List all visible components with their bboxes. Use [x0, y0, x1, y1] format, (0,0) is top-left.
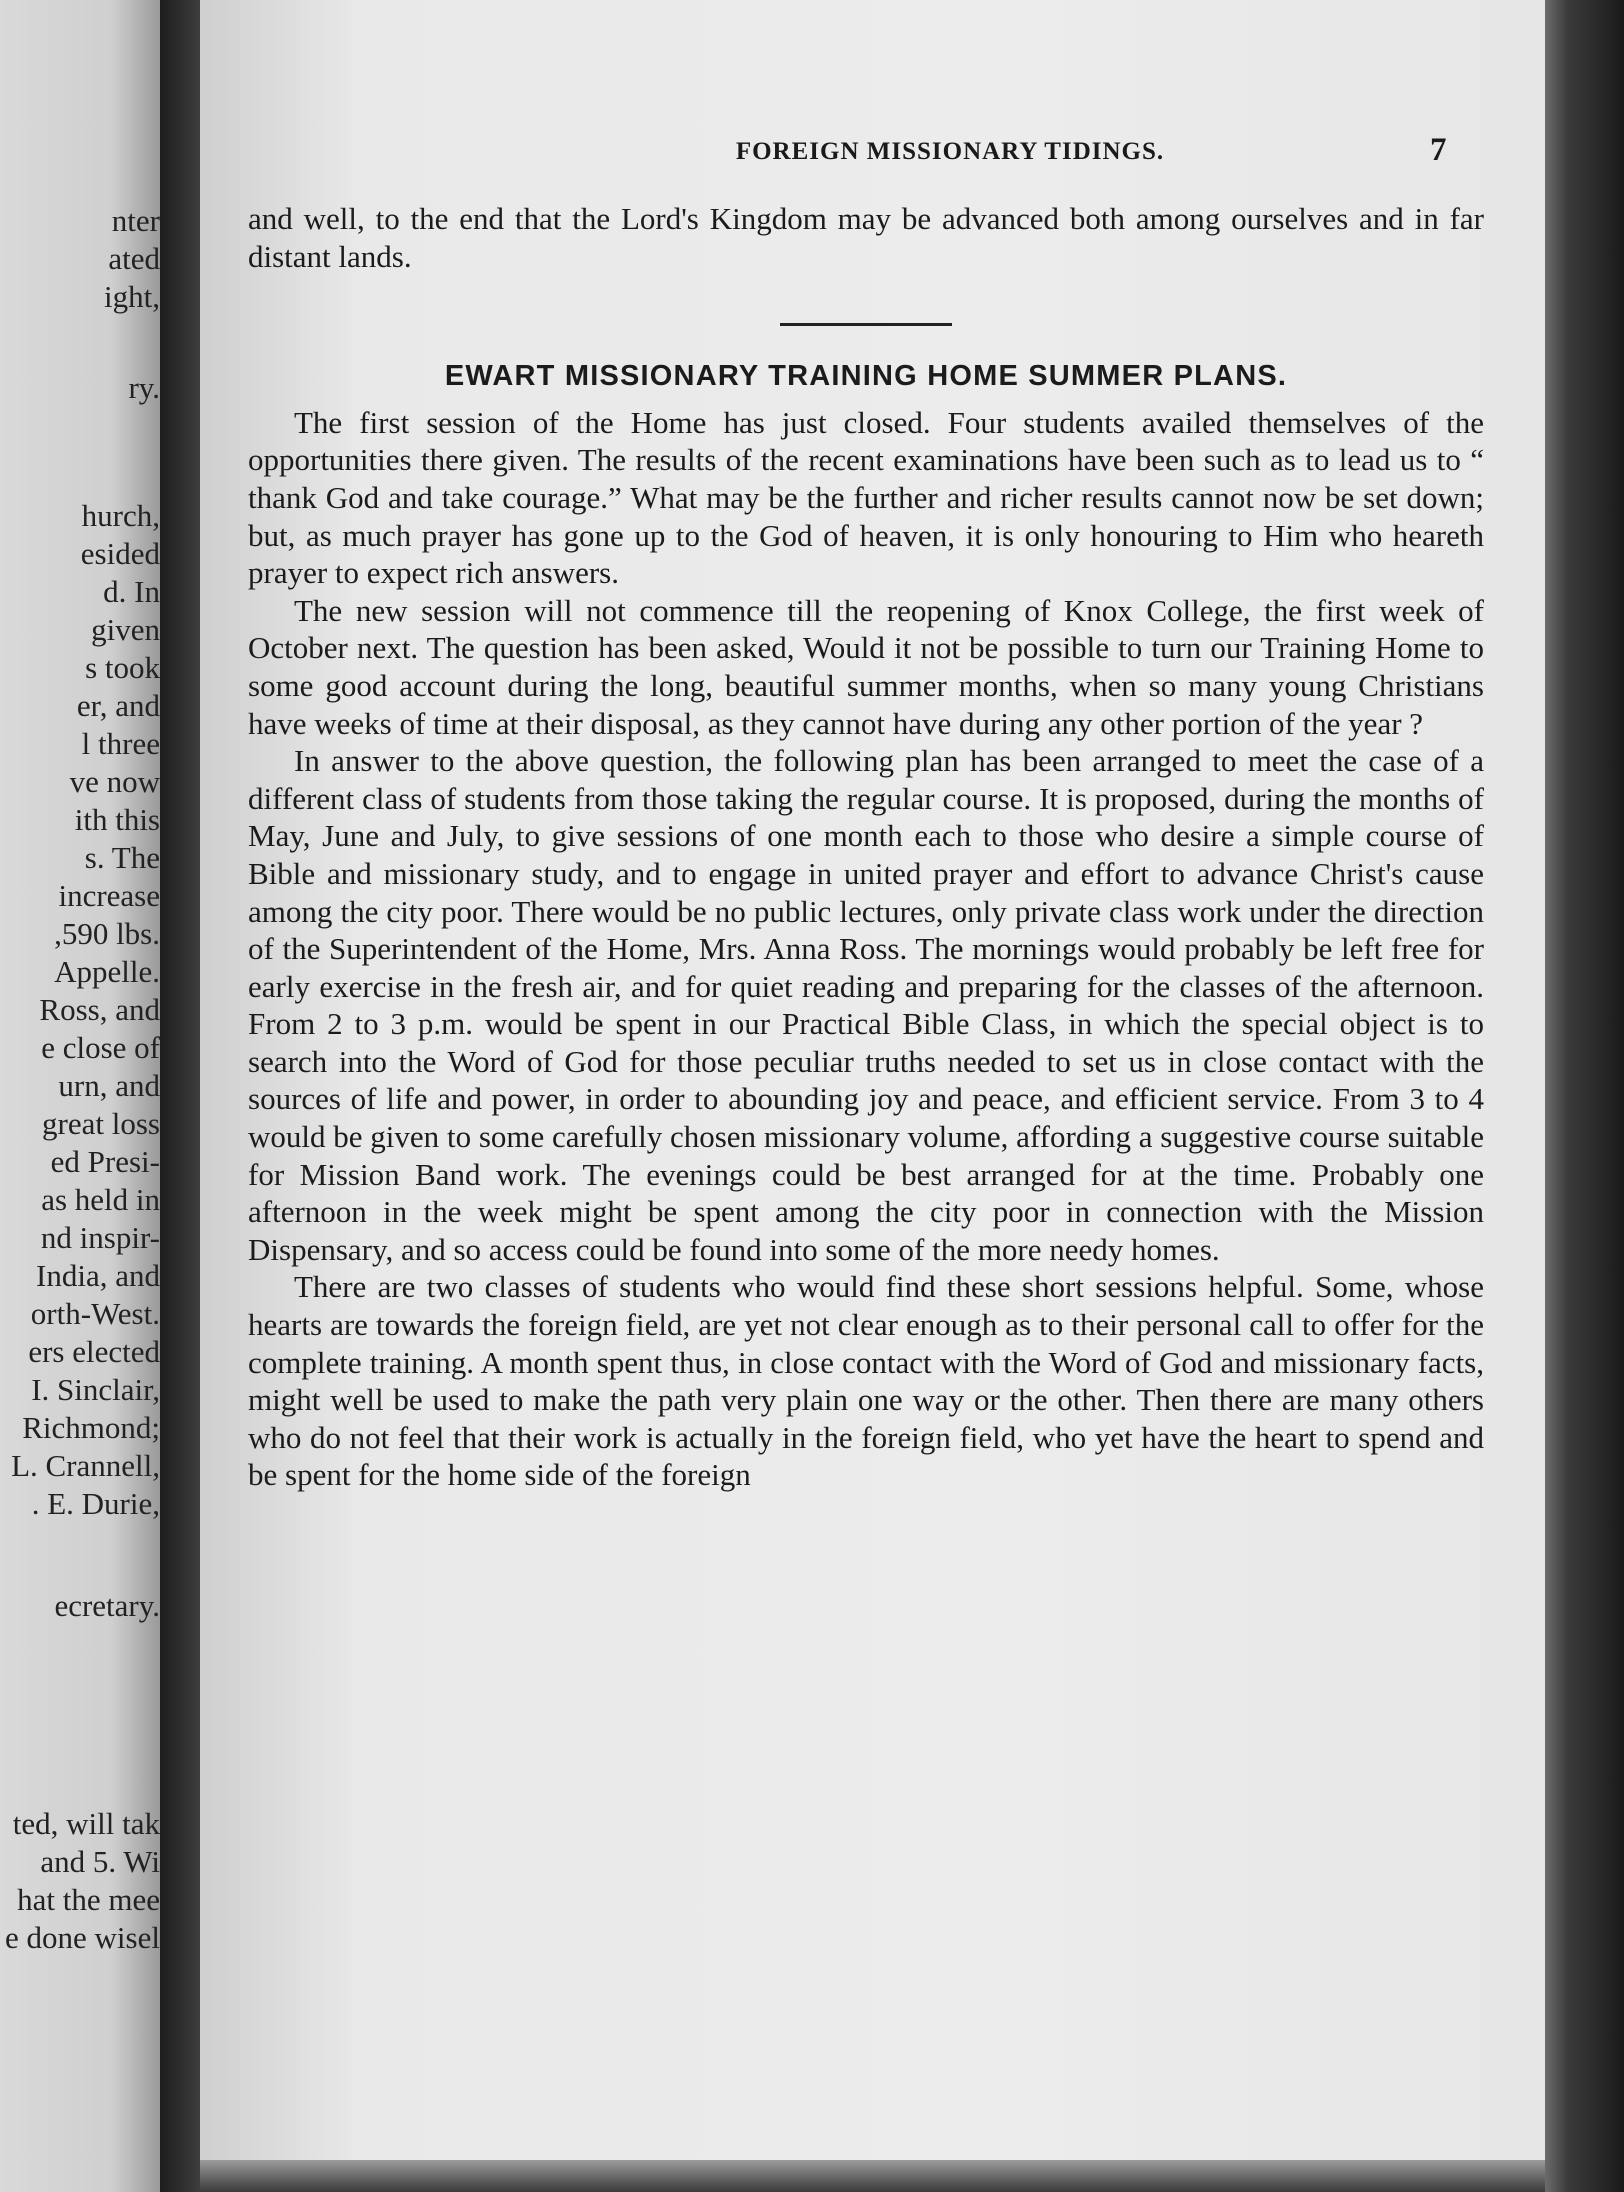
previous-page-edge: [0, 0, 160, 2192]
paragraph: In answer to the above question, the following plan has been arranged to meet the case of a different class of students from those taking the regular course. It is proposed, during the months of May, June and July, to give sessions of one month each to those who desire a simple course of Bible and missionary study, and to engage in united prayer and effort to advance Christ's cause among the city poor. There would be no public lectures, only private class work under the direction of the Superintendent of the Home, Mrs. Anna Ross. The mornings would probably be left free for early exercise in the fresh air, and for quiet reading and preparing for the classes of the afternoon. From 2 to 3 p.m. would be spent in our Practical Bible Class, in which the special object is to search into the Word of God for those peculiar truths needed to set us in close contact with the sources of life and power, in order to abounding joy and peace, and efficient service. From 3 to 4 would be given to some carefully chosen missionary volume, affording a suggestive course suitable for Mission Band work. The evenings could be best arranged for at the time. Probably one afternoon in the week might be spent among the city poor in connection with the Mission Dispensary, and so access could be found into some of the more needy homes.: [248, 743, 1484, 1267]
facing-page-line-fragment: as held in: [41, 1182, 160, 1217]
facing-page-line-fragment: ers elected: [28, 1334, 160, 1369]
facing-page-line-fragment: great loss: [42, 1106, 160, 1141]
facing-page-line-fragment: orth-West.: [30, 1296, 160, 1331]
facing-page-line-fragment: nter: [111, 203, 160, 238]
facing-page-line-fragment: hurch,: [81, 498, 160, 533]
facing-page-line-fragment: ry.: [128, 370, 160, 405]
paragraph: The first session of the Home has just closed. Four students availed themselves of the opportunities there given. The results of the recent examinations have been such as to lead us to “ thank God and take courage.” What may be the further and richer results cannot now be set down; but, as much prayer has gone up to the God of heaven, it is only honouring to Him who heareth prayer to expect rich answers.: [248, 404, 1484, 591]
facing-page-line-fragment: er, and: [76, 688, 160, 723]
facing-page-line-fragment: L. Crannell,: [11, 1448, 160, 1483]
paragraph: The new session will not commence till the reopening of Knox College, the first week of October next. The question has been asked, Would it not be possible to turn our Training Home to some good account during the long, beautiful summer months, when so many young Christians have weeks of time at their disposal, as they cannot have during any other portion of the year ?: [248, 592, 1484, 741]
facing-page-line-fragment: . E. Durie,: [31, 1486, 160, 1521]
facing-page-line-fragment: I. Sinclair,: [31, 1372, 160, 1407]
facing-page-line-fragment: l three: [81, 726, 160, 761]
facing-page-line-fragment: e close of: [41, 1030, 160, 1065]
facing-page-line-fragment: ith this: [74, 802, 160, 837]
section-divider: [780, 323, 952, 326]
facing-page-line-fragment: Ross, and: [39, 992, 160, 1027]
facing-page-line-fragment: nd inspir-: [40, 1220, 160, 1255]
facing-page-line-fragment: ve now: [69, 764, 160, 799]
facing-page-line-fragment: ecretary.: [54, 1588, 160, 1623]
facing-page-line-fragment: ted, will tak: [12, 1806, 160, 1841]
facing-page-line-fragment: ated: [108, 241, 160, 276]
book-bottom-edge: [200, 2160, 1545, 2192]
book-right-edge: [1545, 0, 1624, 2192]
section-heading: EWART MISSIONARY TRAINING HOME SUMMER PLANS.: [444, 360, 1288, 393]
facing-page-line-fragment: Richmond;: [22, 1410, 160, 1445]
facing-page-line-fragment: and 5. Wi: [40, 1844, 160, 1879]
facing-page-line-fragment: increase: [58, 878, 160, 913]
facing-page-line-fragment: India, and: [36, 1258, 160, 1293]
paragraph: There are two classes of students who would find these short sessions helpful. Some, whose hearts are towards the foreign field, are yet not clear enough as to their personal call to offer for the complete training. A month spent thus, in close contact with the Word of God and missionary facts, might well be used to make the path very plain one way or the other. Then there are many others who do not feel that their work is actually in the foreign field, who yet have the heart to spend and be spent for the home side of the foreign: [248, 1269, 1484, 1493]
facing-page-line-fragment: s. The: [84, 840, 160, 875]
page-text: [248, 200, 1484, 1494]
book-page: [200, 0, 1545, 2162]
facing-page-line-fragment: Appelle.: [54, 954, 160, 989]
facing-page-line-fragment: ight,: [104, 279, 160, 314]
continuation-paragraph: and well, to the end that the Lord's Kingdom may be advanced both among ourselves and in far distant lands.: [248, 201, 1484, 274]
facing-page-line-fragment: ,590 lbs.: [54, 916, 160, 951]
facing-page-line-fragment: given: [91, 612, 160, 647]
running-head: FOREIGN MISSIONARY TIDINGS.: [735, 138, 1165, 165]
facing-page-line-fragment: d. In: [103, 574, 160, 609]
facing-page-line-fragment: ed Presi-: [50, 1144, 160, 1179]
facing-page-line-fragment: urn, and: [58, 1068, 160, 1103]
facing-page-line-fragment: esided: [80, 536, 160, 571]
page-number: 7: [1430, 132, 1447, 168]
facing-page-line-fragment: s took: [85, 650, 160, 685]
facing-page-line-fragment: e done wisel: [5, 1920, 160, 1955]
facing-page-line-fragment: hat the mee: [17, 1882, 160, 1917]
